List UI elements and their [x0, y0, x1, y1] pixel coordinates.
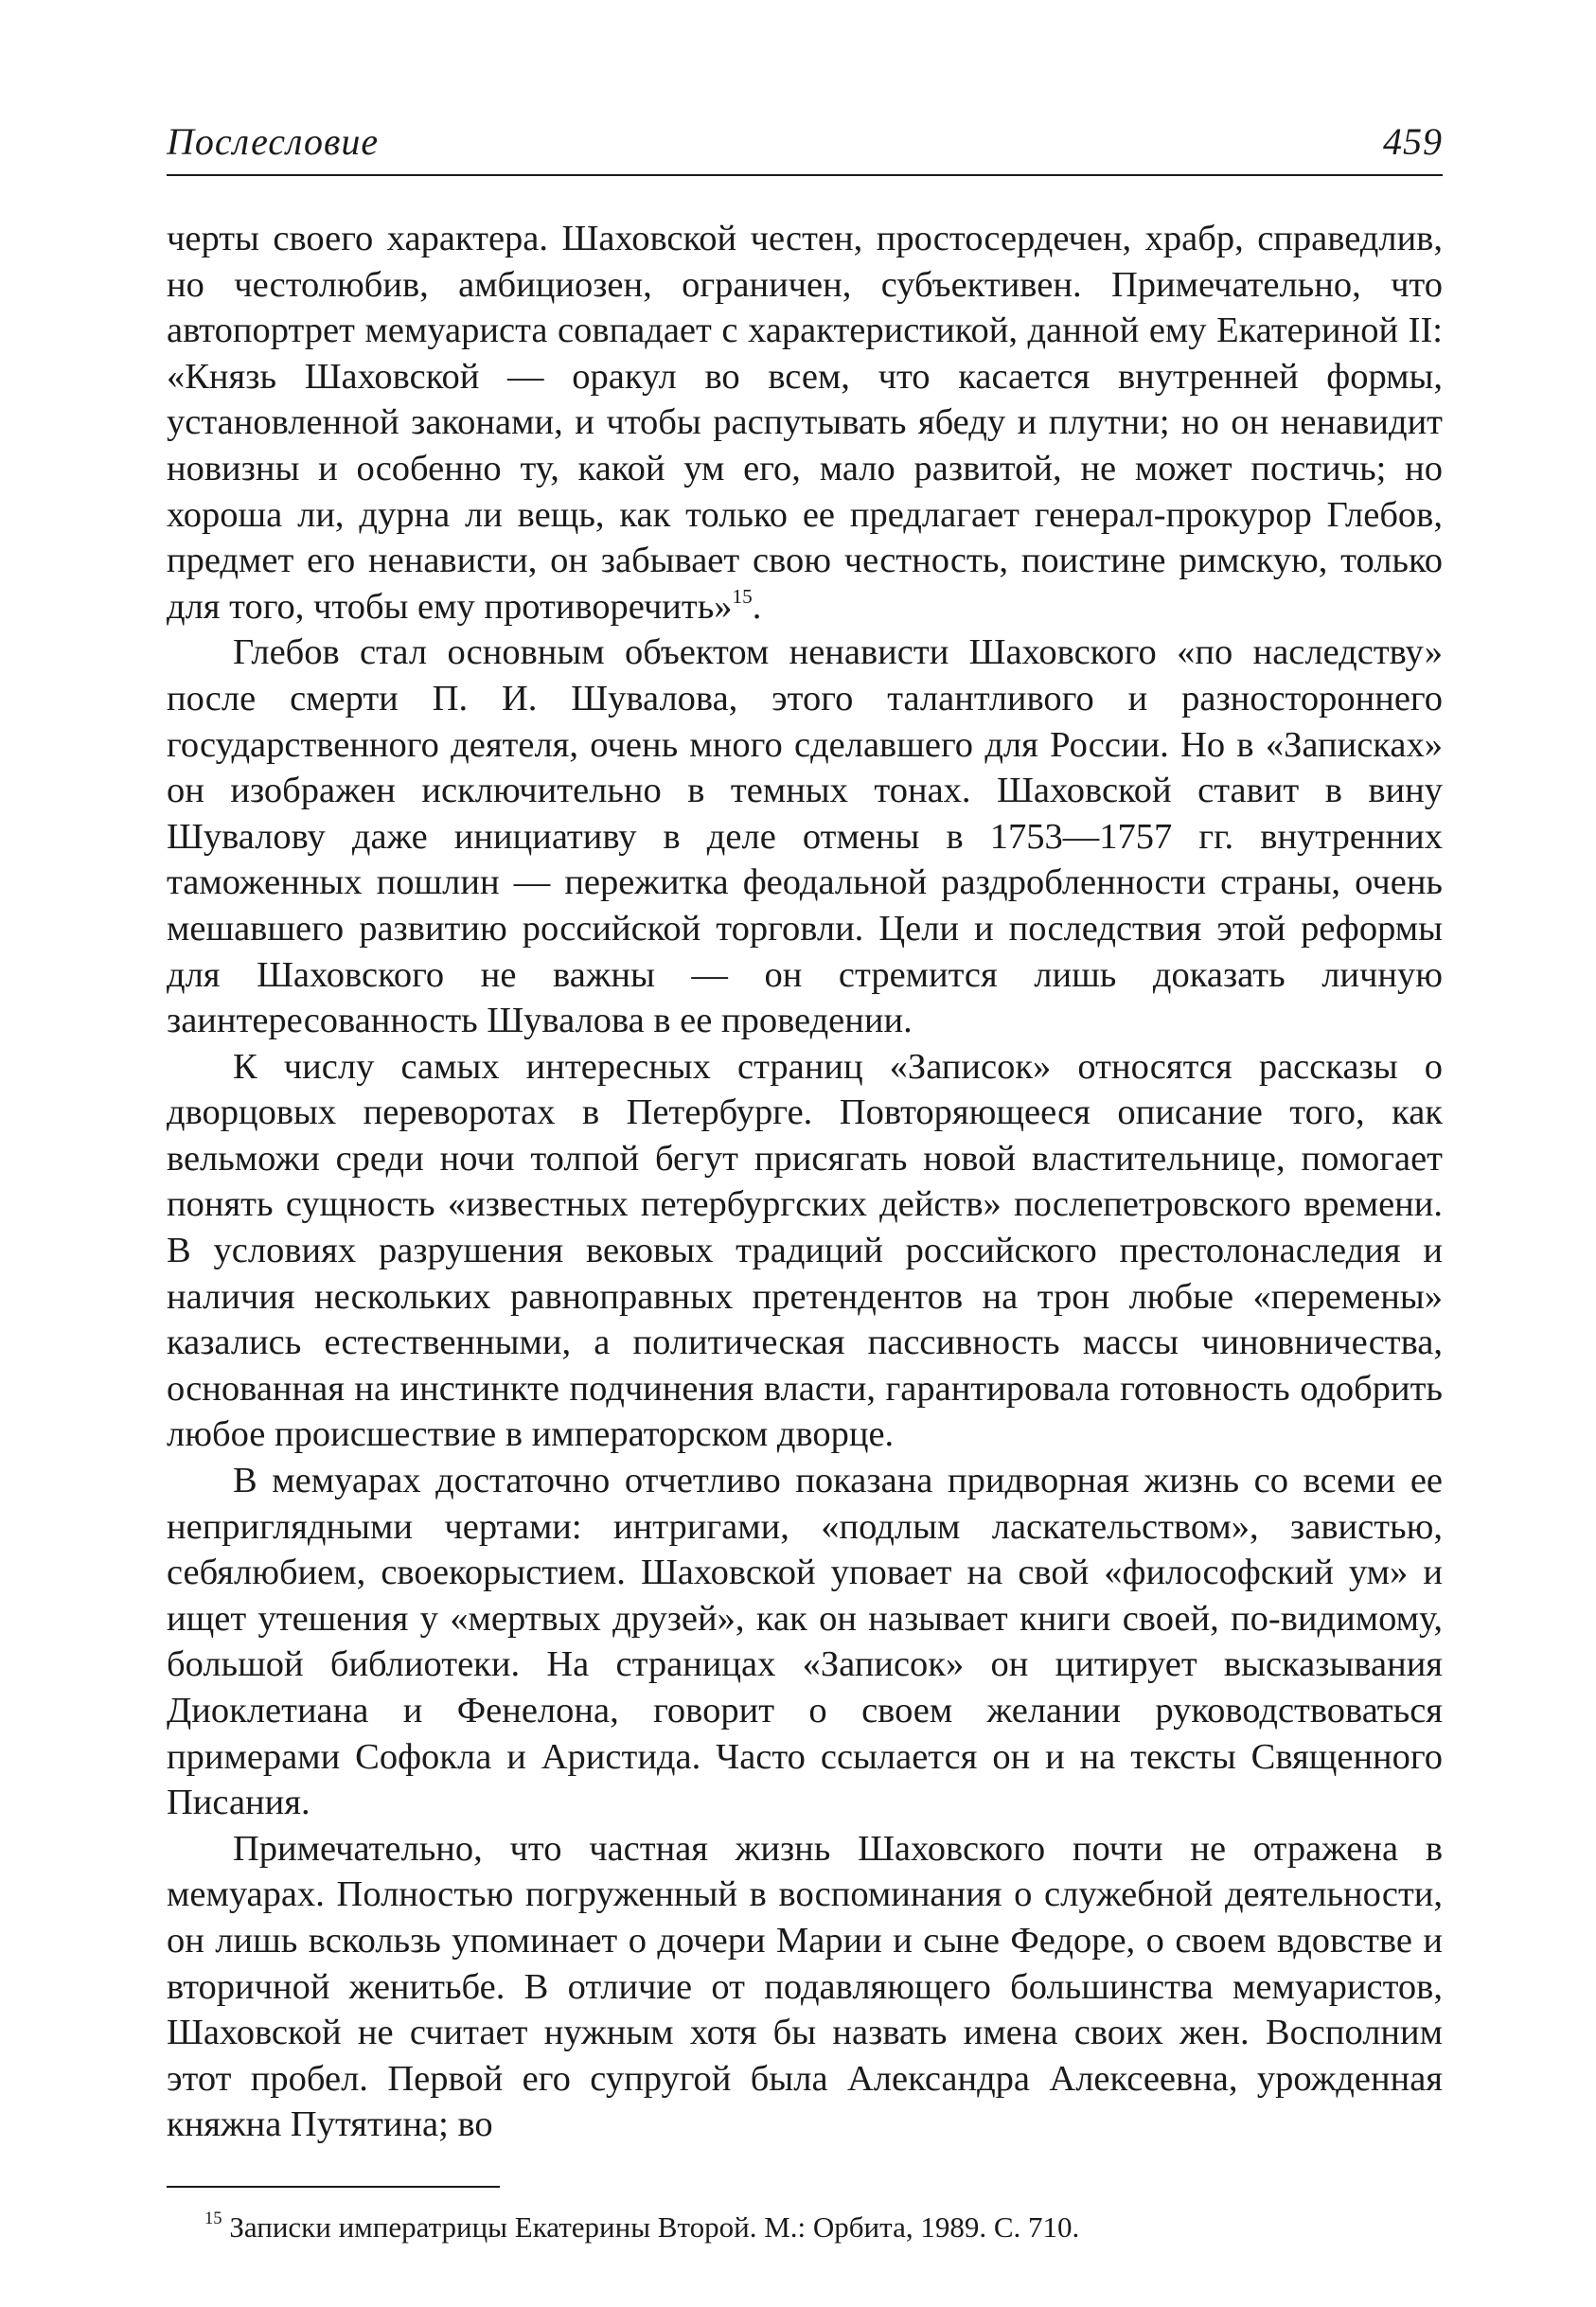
footnote [167, 2209, 1443, 2246]
footnote-number: 15 [204, 2209, 222, 2228]
paragraph-4: В мемуарах достаточно отчетливо показана придворная жизнь со всеми ее неприглядными чертами: интригами, «подлым ласкательством», завистью, себялюбием, своекорыстием. Шаховской уповает на свой «философский ум» и ищет утешения у «мертвых друзей», как он называет книги своей, по-видимому, большой библиотеки. На страницах «Записок» он цитирует высказывания Диоклетиана и Фенелона, говорит о своем желании руководствоваться примерами Софокла и Аристида. Часто ссылается он и на тексты Священного Писания. [167, 1461, 1443, 1823]
running-head [167, 120, 1443, 176]
section-title: Послесловие [167, 120, 380, 163]
paragraph-5: Примечательно, что частная жизнь Шаховского почти не отражена в мемуарах. Полностью погруженный в воспоминания о служебной деятельности, он лишь вскользь упоминает о дочери Марии и сыне Федоре, о своем вдовстве и вторичной женитьбе. В отличие от подавляющего большинства мемуаристов, Шаховской не считает нужным хотя бы назвать имена своих жен. Восполним этот пробел. Первой его супругой была Александра Алексеевна, урожденная княжна Путятина; во [167, 1828, 1443, 2145]
body-text [167, 216, 1443, 2148]
page [167, 120, 1443, 2246]
paragraph-1-text: черты своего характера. Шаховской честен, простосердечен, храбр, справедлив, но честолюбив, амбициозен, ограничен, субъективен. Примечательно, что автопортрет мемуариста совпадает с характеристикой, данной ему Екатериной II: «Князь Шаховской — оракул во всем, что касается внутренней формы, установленной законами, и чтобы распутывать ябеду и плутни; но он ненавидит новизны и особенно ту, какой ум его, мало развитой, не может постичь; но хороша ли, дурна ли вещь, как только ее предлагает генерал-прокурор Глебов, предмет его ненависти, он забывает свою честность, поистине римскую, только для того, чтобы ему противоречить» [167, 219, 1443, 627]
page-number: 459 [1383, 120, 1443, 163]
footnote-divider [167, 2186, 500, 2188]
footnote-reference: 15 [732, 584, 753, 608]
paragraph-2: Глебов стал основным объектом ненависти Шаховского «по наследству» после смерти П. И. Шувалова, этого талантливого и разностороннего государственного деятеля, очень много сделавшего для России. Но в «Записках» он изображен исключительно в темных тонах. Шаховской ставит в вину Шувалову даже инициативу в деле отмены в 1753—1757 гг. внутренних таможенных пошлин — пережитка феодальной раздробленности страны, очень мешавшего развитию российской торговли. Цели и последствия этой реформы для Шаховского не важны — он стремится лишь доказать личную заинтересованность Шувалова в ее проведении. [167, 632, 1443, 1041]
paragraph-3: К числу самых интересных страниц «Записок» относятся рассказы о дворцовых переворотах в Петербурге. Повторяющееся описание того, как вельможи среди ночи толпой бегут присягать новой властительнице, помогает понять сущность «известных петербургских действ» послепетровского времени. В условиях разрушения вековых традиций российского престолонаследия и наличия нескольких равноправных претендентов на трон любые «перемены» казались естественными, а политическая пассивность массы чиновничества, основанная на инстинкте подчинения власти, гарантировала готовность одобрить любое происшествие в императорском дворце. [167, 1046, 1443, 1455]
paragraph-1-end: . [752, 586, 762, 627]
footnote-text: Записки императрицы Екатерины Второй. М.: Орбита, 1989. С. 710. [229, 2209, 1080, 2244]
paragraph-1 [167, 216, 1443, 630]
